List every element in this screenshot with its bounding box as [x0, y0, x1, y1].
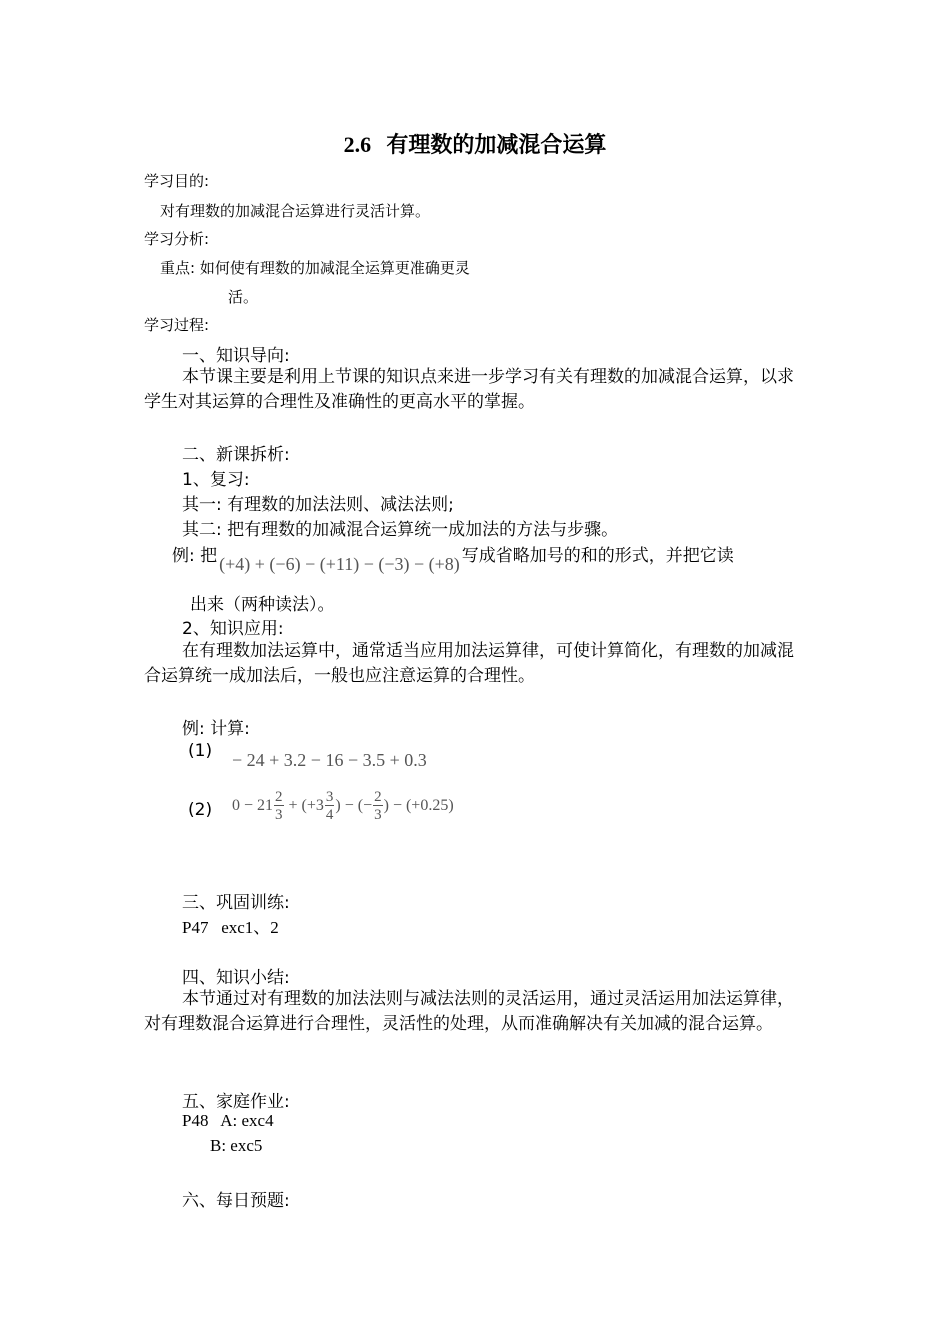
q2-part-a: 0 − 21 [232, 797, 274, 815]
application-paragraph: 在有理数加法运算中，通常适当应用加法运算律，可使计算简化，有理数的加减混合运算统一成加法后，一般也应注意运算的合理性。 [144, 641, 794, 686]
process-label: 学习过程: [144, 316, 210, 334]
q2-fraction-3 [373, 790, 383, 823]
section-6-heading: 六、每日预题: [182, 1191, 290, 1211]
q2-fraction-3-denominator: 3 [374, 807, 382, 823]
question-1-expression: − 24 + 3.2 − 16 − 3.5 + 0.3 [232, 750, 427, 770]
application-label: 2、知识应用: [182, 619, 284, 639]
analysis-label: 学习分析: [144, 230, 210, 248]
example-1-expression: (+4) + (−6) − (+11) − (−3) − (+8) [219, 554, 460, 574]
question-2-expression [232, 790, 454, 823]
section-1-heading: 一、知识导向: [182, 346, 290, 366]
example-1-line [172, 541, 734, 574]
question-1-label: (1) [188, 741, 213, 761]
q2-fraction-2-numerator: 3 [325, 789, 334, 805]
goal-text: 对有理数的加减混合运算进行灵活计算。 [160, 202, 431, 220]
homework-a: P48 A: exc4 [182, 1111, 274, 1130]
q2-fraction-2-denominator: 4 [325, 807, 334, 823]
q2-fraction-3-numerator: 2 [374, 789, 382, 805]
section-1-paragraph: 本节课主要是利用上节课的知识点来进一步学习有关有理数的加减混合运算，以求学生对其运算的合理性及准确性的更高水平的掌握。 [144, 367, 794, 412]
q2-fraction-1-denominator: 3 [275, 807, 283, 823]
page-title [0, 128, 950, 159]
section-3-heading: 三、巩固训练: [182, 893, 290, 913]
example-1-suffix: 写成省略加号的和的形式，并把它读 [461, 546, 734, 566]
section-3-reference: P47 exc1、2 [182, 918, 279, 937]
example-1-prefix: 例: 把 [172, 546, 218, 566]
homework-b: B: exc5 [210, 1136, 263, 1155]
goal-label: 学习目的: [144, 172, 210, 190]
review-item-2: 其二: 把有理数的加减混合运算统一成加法的方法与步骤。 [182, 520, 619, 540]
q2-part-c: ) − (− [335, 797, 373, 815]
q2-fraction-1 [274, 790, 284, 823]
section-5-heading: 五、家庭作业: [182, 1092, 290, 1112]
q2-part-b: + (+3 [288, 797, 324, 815]
example-1-continuation: 出来（两种读法）。 [190, 595, 335, 615]
review-item-1: 其一: 有理数的加法法则、减法法则; [182, 495, 454, 515]
key-point-line-2: 活。 [228, 288, 259, 306]
section-2-heading: 二、新课拆析: [182, 445, 290, 465]
q2-fraction-2 [325, 790, 335, 823]
title-text: 有理数的加减混合运算 [386, 133, 607, 158]
calc-example-label: 例: 计算: [182, 719, 250, 739]
title-number: 2.6 [343, 132, 372, 157]
q2-part-e: ) − (+0.25) [383, 797, 454, 815]
section-4-heading: 四、知识小结: [182, 968, 290, 988]
question-2-label: (2) [188, 800, 213, 820]
q2-fraction-1-numerator: 2 [275, 789, 283, 805]
key-point-line-1: 重点: 如何使有理数的加减混全运算更准确更灵 [160, 259, 470, 277]
review-label: 1、复习: [182, 470, 250, 490]
section-4-paragraph: 本节通过对有理数的加法法则与减法法则的灵活运用，通过灵活运用加法运算律，对有理数混合运算进行合理性，灵活性的处理，从而准确解决有关加减的混合运算。 [144, 989, 794, 1034]
